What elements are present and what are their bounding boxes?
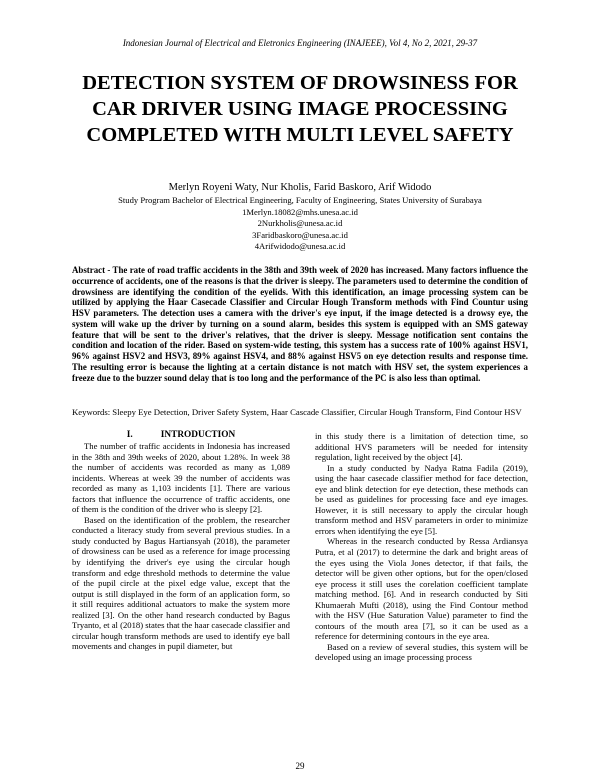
keywords: Keywords: Sleepy Eye Detection, Driver Safety System, Haar Cascade Classifier, Circular Hough Transform, Find Contour HSV [72, 407, 522, 417]
affiliation-block [0, 195, 600, 253]
author-email: 1Merlyn.18082@mhs.unesa.ac.id [242, 206, 358, 217]
journal-header: Indonesian Journal of Electrical and Eletronics Engineering (INAJEEE), Vol 4, No 2, 2021, 29-37 [122, 38, 478, 48]
body-paragraph: Based on the identification of the problem, the researcher conducted a literacy study from several previous studies. In a study conducted by Bagus Hartiansyah (2018), the parameter of drowsiness can be used as a reference for image processing by identifying the driver's eye using the circular hough transform and edge threshold methods to determine the value of the pupil circle at the pixel edge value, except that the output is still displayed in the form of an application form, so it still requires additional actuators to make the system more realized [3]. On the other hand research conducted by Bagus Tryanto, et al (2018) states that the haar casecade classifier and circular hough transform methods are used to identify eye ball movements and changes in pupil diameter, but [72, 514, 290, 652]
body-paragraph-continued: in this study there is a limitation of detection time, so additional HVS parameters will be needed for intensity regulation, light received by the object [4]. [315, 431, 528, 463]
author-email: 2Nurkholis@unesa.ac.id [257, 218, 343, 229]
paper-title: DETECTION SYSTEM OF DROWSINESS FOR CAR DRIVER USING IMAGE PROCESSING COMPLETED WITH MULTI LEVEL SAFETY [82, 72, 518, 146]
affiliation: Study Program Bachelor of Electrical Engineering, Faculty of Engineering, States University of Surabaya [118, 195, 482, 205]
body-paragraph: In a study conducted by Nadya Ratna Fadila (2019), using the haar casecade classifier method for face detection, eye and blink detection for eye detection, these methods can be used as guidelines for processing face and eye images. However, it is still necessary to apply the circular hough transform method and HSV parameters in order to minimize errors when identifying the eye [5]. [315, 462, 528, 536]
left-column [72, 441, 290, 652]
author-email: 4Arifwidodo@unesa.ac.id [254, 241, 346, 252]
page-number: 29 [295, 761, 305, 771]
section-heading [72, 430, 290, 440]
section-title: INTRODUCTION [160, 430, 236, 440]
body-paragraph: The number of traffic accidents in Indonesia has increased in the 38th and 39th weeks of 2020, about 1.28%. In week 38 the number of accidents was recorded as many as 1,089 incidents. Whereas at week 39 the number of accidents was recorded as many as 1,103 incidents [1]. There are various factors that influence the occurrence of traffic accidents, one of them is the condition of the driver who is sleepy [2]. [72, 441, 290, 515]
author-list: Merlyn Royeni Waty, Nur Kholis, Farid Baskoro, Arif Widodo [168, 182, 432, 193]
abstract: Abstract - The rate of road traffic accidents in the 38th and 39th week of 2020 has increased. Many factors influence the occurrence of accidents, one of the reasons is that the driver is sleepy. The parameters used to determine the condition of drowsiness are identifying the condition of the eyelids. With this identification, an image processing system can be utilized by applying the Haar Casecade Classifier and Circular Hough Transform methods with Find Countur using HSV parameters. The detection uses a camera with the driver's eye input, if the image detected is a drowsy eye, the system will wake up the driver by turning on a sound alarm, besides this system is equipped with an SMS gateway feature that will be sent to the driver's relatives, that the driver is sleepy. Message notification sent contains the condition and location of the rider. Based on system-wide testing, this system has a success rate of 100% against HSV1, 96% against HSV2 and HSV3, 89% against HSV4, and 88% against HSV5 on eye detection results and response time. The resulting error is because the lighting at a certain distance is not match with HSV set, the system experiences a freeze due to the buzzer sound delay that is too long and the performance of the PC is also less than optimal. [72, 265, 528, 383]
body-paragraph: Based on a review of several studies, this system will be developed using an image processing process [315, 641, 528, 663]
author-email: 3Faridbaskoro@unesa.ac.id [252, 229, 348, 240]
body-paragraph: Whereas in the research conducted by Ressa Ardiansya Putra, et al (2017) to determine the dark and bright areas of the eyes using the Viola Jones detector, if that fails, the detector will be given other options, but for the open/closed eye process it still uses the corelation coefficient tamplate matching method. [6]. And in research conducted by Siti Khumaerah Mufti (2018), using the Find Contour method with the HSV (Hue Saturation Value) parameter to find the contours of the mouth area [7], so it can be used as a reference for determining contours in the eye area. [315, 536, 528, 642]
right-column [315, 431, 528, 663]
section-number: I. [126, 430, 133, 440]
